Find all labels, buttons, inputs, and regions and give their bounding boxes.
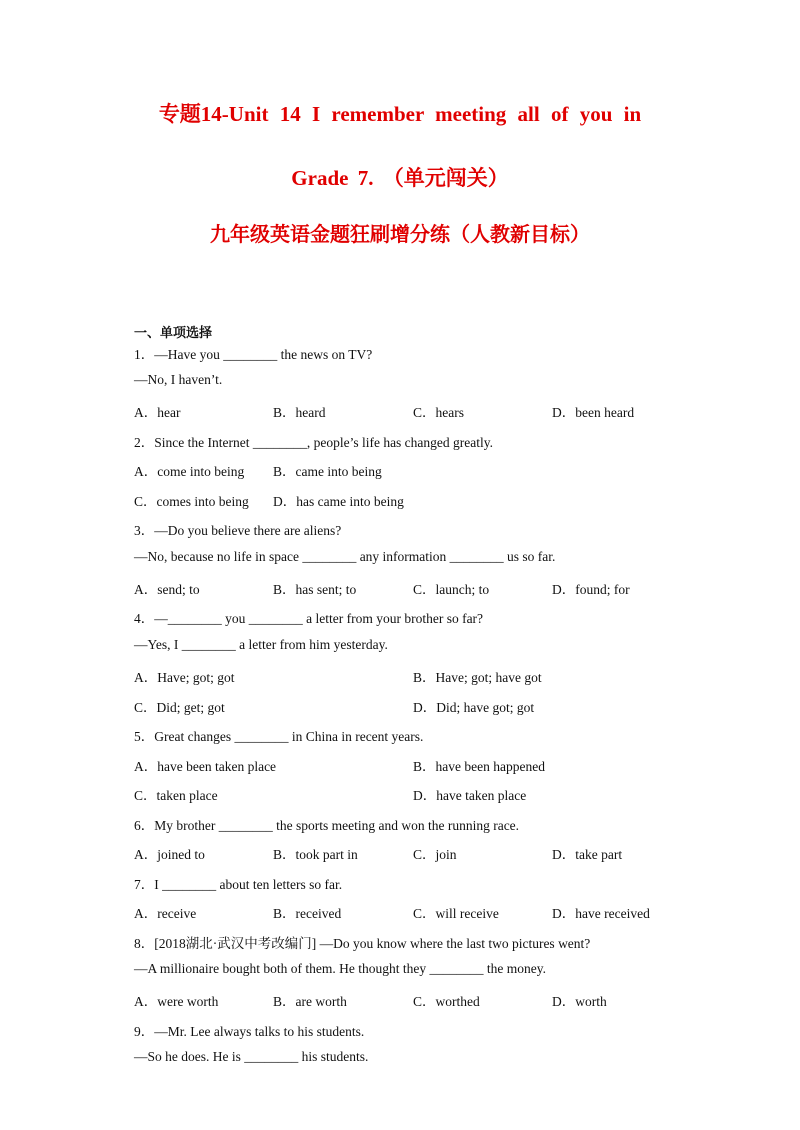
question-7-option-d[interactable]: D．have received: [552, 906, 650, 921]
question-4-stem: 4．—________ you ________ a letter from your brother so far?: [134, 611, 484, 626]
question-3-option-a[interactable]: A．send; to: [134, 582, 200, 597]
title-line-2: Grade 7. （单元闯关）: [291, 166, 509, 190]
question-4-option-b[interactable]: B．Have; got; have got: [413, 670, 542, 685]
question-2-stem: 2．Since the Internet ________, people’s life has changed greatly.: [134, 435, 494, 450]
question-2-option-b[interactable]: B．came into being: [273, 464, 382, 479]
question-5-option-d[interactable]: D．have taken place: [413, 788, 527, 803]
question-4-option-c[interactable]: C．Did; get; got: [134, 700, 225, 715]
question-6-option-d[interactable]: D．take part: [552, 847, 623, 862]
question-4-reply: —Yes, I ________ a letter from him yesterday.: [134, 637, 388, 652]
question-8-reply: —A millionaire bought both of them. He thought they ________ the money.: [134, 961, 546, 976]
question-1-stem: 1．—Have you ________ the news on TV?: [134, 347, 373, 362]
question-8-option-b[interactable]: B．are worth: [273, 994, 347, 1009]
question-6-stem: 6．My brother ________ the sports meeting and won the running race.: [134, 818, 520, 833]
title-line-1: 专题14-Unit 14 I remember meeting all of you in: [158, 102, 642, 126]
question-7-stem: 7．I ________ about ten letters so far.: [134, 877, 343, 892]
title-line-3: 九年级英语金题狂刷增分练（人教新目标）: [210, 222, 590, 246]
question-6-option-c[interactable]: C．join: [413, 847, 457, 862]
question-9-stem: 9．—Mr. Lee always talks to his students.: [134, 1024, 365, 1039]
question-3-option-b[interactable]: B．has sent; to: [273, 582, 357, 597]
question-7-option-b[interactable]: B．received: [273, 906, 342, 921]
question-7-option-c[interactable]: C．will receive: [413, 906, 499, 921]
question-6-option-a[interactable]: A．joined to: [134, 847, 205, 862]
question-3-option-d[interactable]: D．found; for: [552, 582, 630, 597]
question-5-stem: 5．Great changes ________ in China in recent years.: [134, 729, 424, 744]
question-7-option-a[interactable]: A．receive: [134, 906, 197, 921]
question-1-option-a[interactable]: A．hear: [134, 405, 181, 420]
question-1-reply: —No, I haven’t.: [134, 372, 223, 387]
question-4-option-d[interactable]: D．Did; have got; got: [413, 700, 535, 715]
question-4-option-a[interactable]: A．Have; got; got: [134, 670, 235, 685]
section-heading: 一、单项选择: [134, 326, 213, 341]
question-5-option-c[interactable]: C．taken place: [134, 788, 218, 803]
question-8-option-a[interactable]: A．were worth: [134, 994, 219, 1009]
question-3-stem: 3．—Do you believe there are aliens?: [134, 523, 342, 538]
question-3-reply: —No, because no life in space ________ any information ________ us so far.: [134, 549, 556, 564]
question-9-reply: —So he does. He is ________ his students.: [134, 1049, 369, 1064]
question-8-stem: 8．[2018湖北·武汉中考改编门] —Do you know where the last two pictures went?: [134, 936, 591, 951]
question-1-option-b[interactable]: B．heard: [273, 405, 326, 420]
question-8-option-d[interactable]: D．worth: [552, 994, 607, 1009]
question-3-option-c[interactable]: C．launch; to: [413, 582, 490, 597]
question-2-option-c[interactable]: C．comes into being: [134, 494, 249, 509]
question-1-option-c[interactable]: C．hears: [413, 405, 464, 420]
question-1-option-d[interactable]: D．been heard: [552, 405, 635, 420]
question-5-option-a[interactable]: A．have been taken place: [134, 759, 277, 774]
question-2-option-a[interactable]: A．come into being: [134, 464, 245, 479]
question-6-option-b[interactable]: B．took part in: [273, 847, 358, 862]
question-2-option-d[interactable]: D．has came into being: [273, 494, 404, 509]
question-5-option-b[interactable]: B．have been happened: [413, 759, 545, 774]
question-8-option-c[interactable]: C．worthed: [413, 994, 480, 1009]
